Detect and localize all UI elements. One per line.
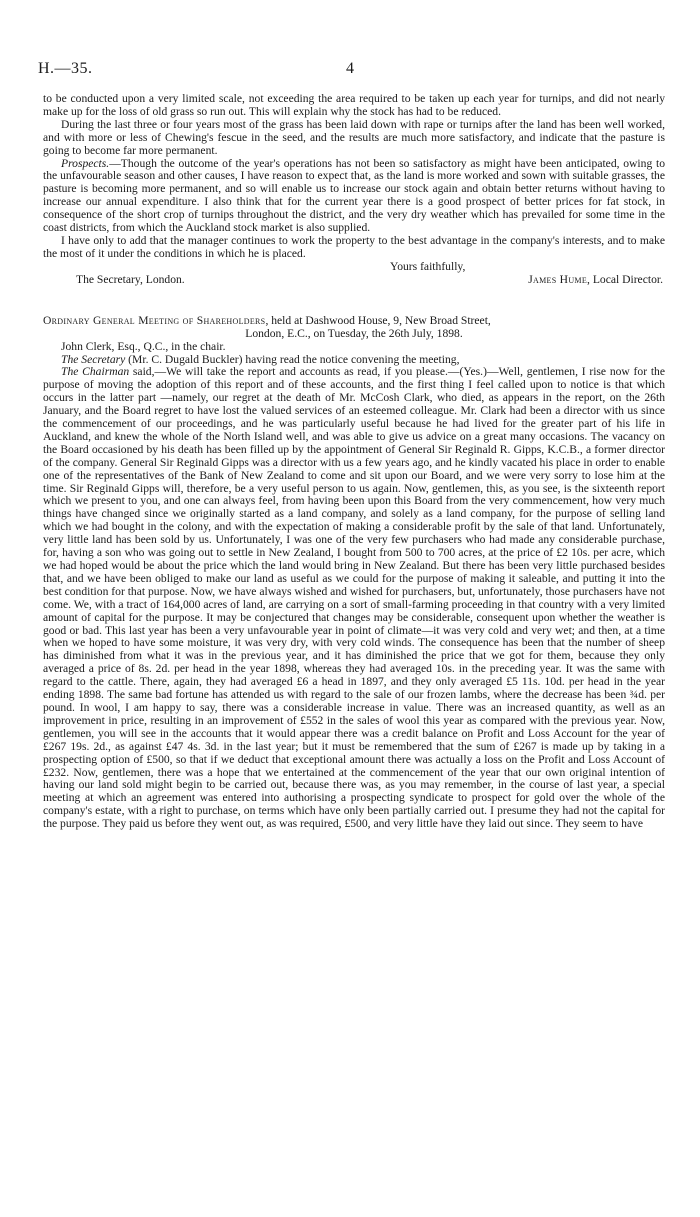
section-gap — [43, 287, 665, 315]
secretary-text: (Mr. C. Dugald Buckler) having read the notice convening the meeting, — [125, 352, 460, 366]
meeting-title-line2: London, E.C., on Tuesday, the 26th July, 1898. — [245, 326, 463, 340]
paragraph-grass: During the last three or four years most of the grass has been laid down with rape or turnips after the land has been well worked, and with more or less of Chewing's fescue in the seed, and the results are much more satisfactory, and indicate that the pasture is going to become far more permanent. — [43, 117, 665, 157]
meeting-chair: John Clerk, Esq., Q.C., in the chair. — [61, 339, 226, 353]
page-header — [38, 60, 662, 80]
chairman-text: said,—We will take the report and accounts as read, if you please.—(Yes.)—Well, gentlemen, I rise now for the purpose of moving the adoption of this report and of these accounts, and the first thing I feel called upon to notice is that which occurs in the latter part —namely, our regret at the death of Mr. McCosh Clark, who died, as appears in the report, on the 26th January, and the Board regret to have lost the valued services of an esteemed colleague. Mr. Clark had been a director with us since the commencement of our proceedings, and he was particularly useful because he had lived for the greater part of his life in Auckland, and knew the whole of the North Island well, and was able to give us advice on a great many occasions. The vacancy on the Board occasioned by his death has been filled up by the appointment of General Sir Reginald R. Gipps, K.C.B., a former director of the company. General Sir Reginald Gipps was a director with us a few years ago, and he kindly vacated his place in order to enable one of the representatives of the Bank of New Zealand to come and sit upon our Board, and we were very sorry to lose him at the time. Sir Reginald Gipps will, therefore, be a very useful person to us again. Now, gentlemen, this, as you see, is the sixteenth report which we present to you, and one can always feel, from having been upon this Board from the very commencement, how very much things have changed since we originally started as a land company, and solely as a land company, for the purpose of selling land which we had bought in the colony, and with the expectation of making a considerable profit by the sale of that land. Unfortunately, very little land has been sold by us. Unfortunately, I was one of the very few purchasers who had made any considerable purchase, for, having a son who was going out to settle in New Zealand, I bought from 500 to 700 acres, at the price of £2 10s. per acre, which we had hoped would be about the price which the land would bring in New Zealand. But there has been very little purchased besides that, and we have been obliged to make our land as useful as we could for the purpose of making it saleable, and putting it into the best condition for that purpose. Now, we have always wished and wished for purchasers, but, unfortunately, those purchasers have not come. We, with a tract of 164,000 acres of land, are carrying on a sort of small-farming proceeding in that country with a very limited amount of capital for the purpose. It may be conjectured that changes may be considerable, consequent upon whether the weather is good or bad. This last year has been a very unfavourable year in point of climate—it was very cold and very wet; and then, at a time when we hoped to have some moisture, it was very dry, with very cold winds. The consequence has been that the number of sheep has diminished from what it was in the previous year, and it has diminished the price that we got for them, because they only averaged a price of 8s. 2d. per head in the year 1898, whereas they had averaged 10s. in the preceding year. It was the same with regard to the cattle. There, again, they had averaged £6 a head in 1897, and they only averaged £5 11s. 10d. per head in the year ending 1898. The same bad fortune has attended us with regard to the sale of our frozen lambs, where the decrease has been ¾d. per pound. In wool, I am happy to say, there was a considerable increase in value. There was an increased quantity, as well as an improvement in price, resulting in an improvement of £552 in the sales of wool this year as compared with the previous year. Now, gentlemen, you will see in the accounts that it would appear there was a credit balance on Profit and Loss Account for the year of £267 19s. 2d., as against £47 4s. 3d. in the last year; but it must be remembered that the sum of £267 is made up by taking in a prospecting option of £500, so that if we deduct that exceptional amount there was actually a loss on the Profit and Loss Account of £232. Now, gentlemen, there was a hope that we entertained at the commencement of the year that our own original intention of having our land sold might begin to be carried out, because there was, as you may remember, in the course of last year, a special meeting at which an agreement was entered into authorising a prospecting syndicate to prospect for gold over the whole of the company's estate, with a right to purchase, on terms which have only been partially carried out. I presume they had not the capital for the purpose. They paid us before they went out, as was required, £500, and very little have they laid out since. They seem to have — [43, 365, 665, 831]
meeting-title-rest: , held at Dashwood House, 9, New Broad Street, — [265, 313, 491, 327]
meeting-title: Ordinary General Meeting of Shareholders — [43, 313, 266, 327]
secretary-label: The Secretary — [61, 352, 126, 366]
paragraph-prospects — [43, 158, 665, 235]
meeting-heading — [43, 315, 665, 341]
paragraph-closing: I have only to add that the manager continues to work the property to the best advantage in the company's interests, and to make the most of it under the conditions in which he is placed. — [43, 233, 665, 260]
signature-line — [43, 274, 665, 287]
page-number: 4 — [346, 60, 354, 77]
prospects-text: —Though the outcome of the year's operations has not been so satisfactory as might have been anticipated, owing to the unfavourable season and other causes, I have reason to expect that, as the land is more worked and sown with suitable grasses, the pasture is becoming more permanent, and so will enable us to increase our stock again and obtain better returns without having to increase our annual expenditure. I also think that for the current year there is a good prospect of better prices for fat stock, in consequence of the short crop of turnips throughout the district, and the very dry weather which has prevailed for some time in the coast districts, from which the Auckland stock market is also supplied. — [43, 156, 665, 235]
paragraph-continuation: to be conducted upon a very limited scale, not exceeding the area required to be taken up each year for turnips, and did not nearly make up for the loss of old grass so run out. This will explain why the stock has had to be reduced. — [43, 92, 665, 118]
document-reference: H.—35. — [38, 60, 93, 77]
signer — [528, 274, 663, 287]
addressee: The Secretary, London. — [76, 272, 185, 286]
signer-name: James Hume — [528, 272, 588, 286]
document-body — [43, 93, 665, 831]
chairman-speech — [43, 366, 665, 831]
prospects-heading: Prospects. — [61, 156, 110, 170]
signer-title: , Local Director. — [587, 272, 663, 286]
closing-salutation: Yours faithfully, — [390, 259, 466, 273]
chairman-label: The Chairman — [61, 365, 130, 379]
